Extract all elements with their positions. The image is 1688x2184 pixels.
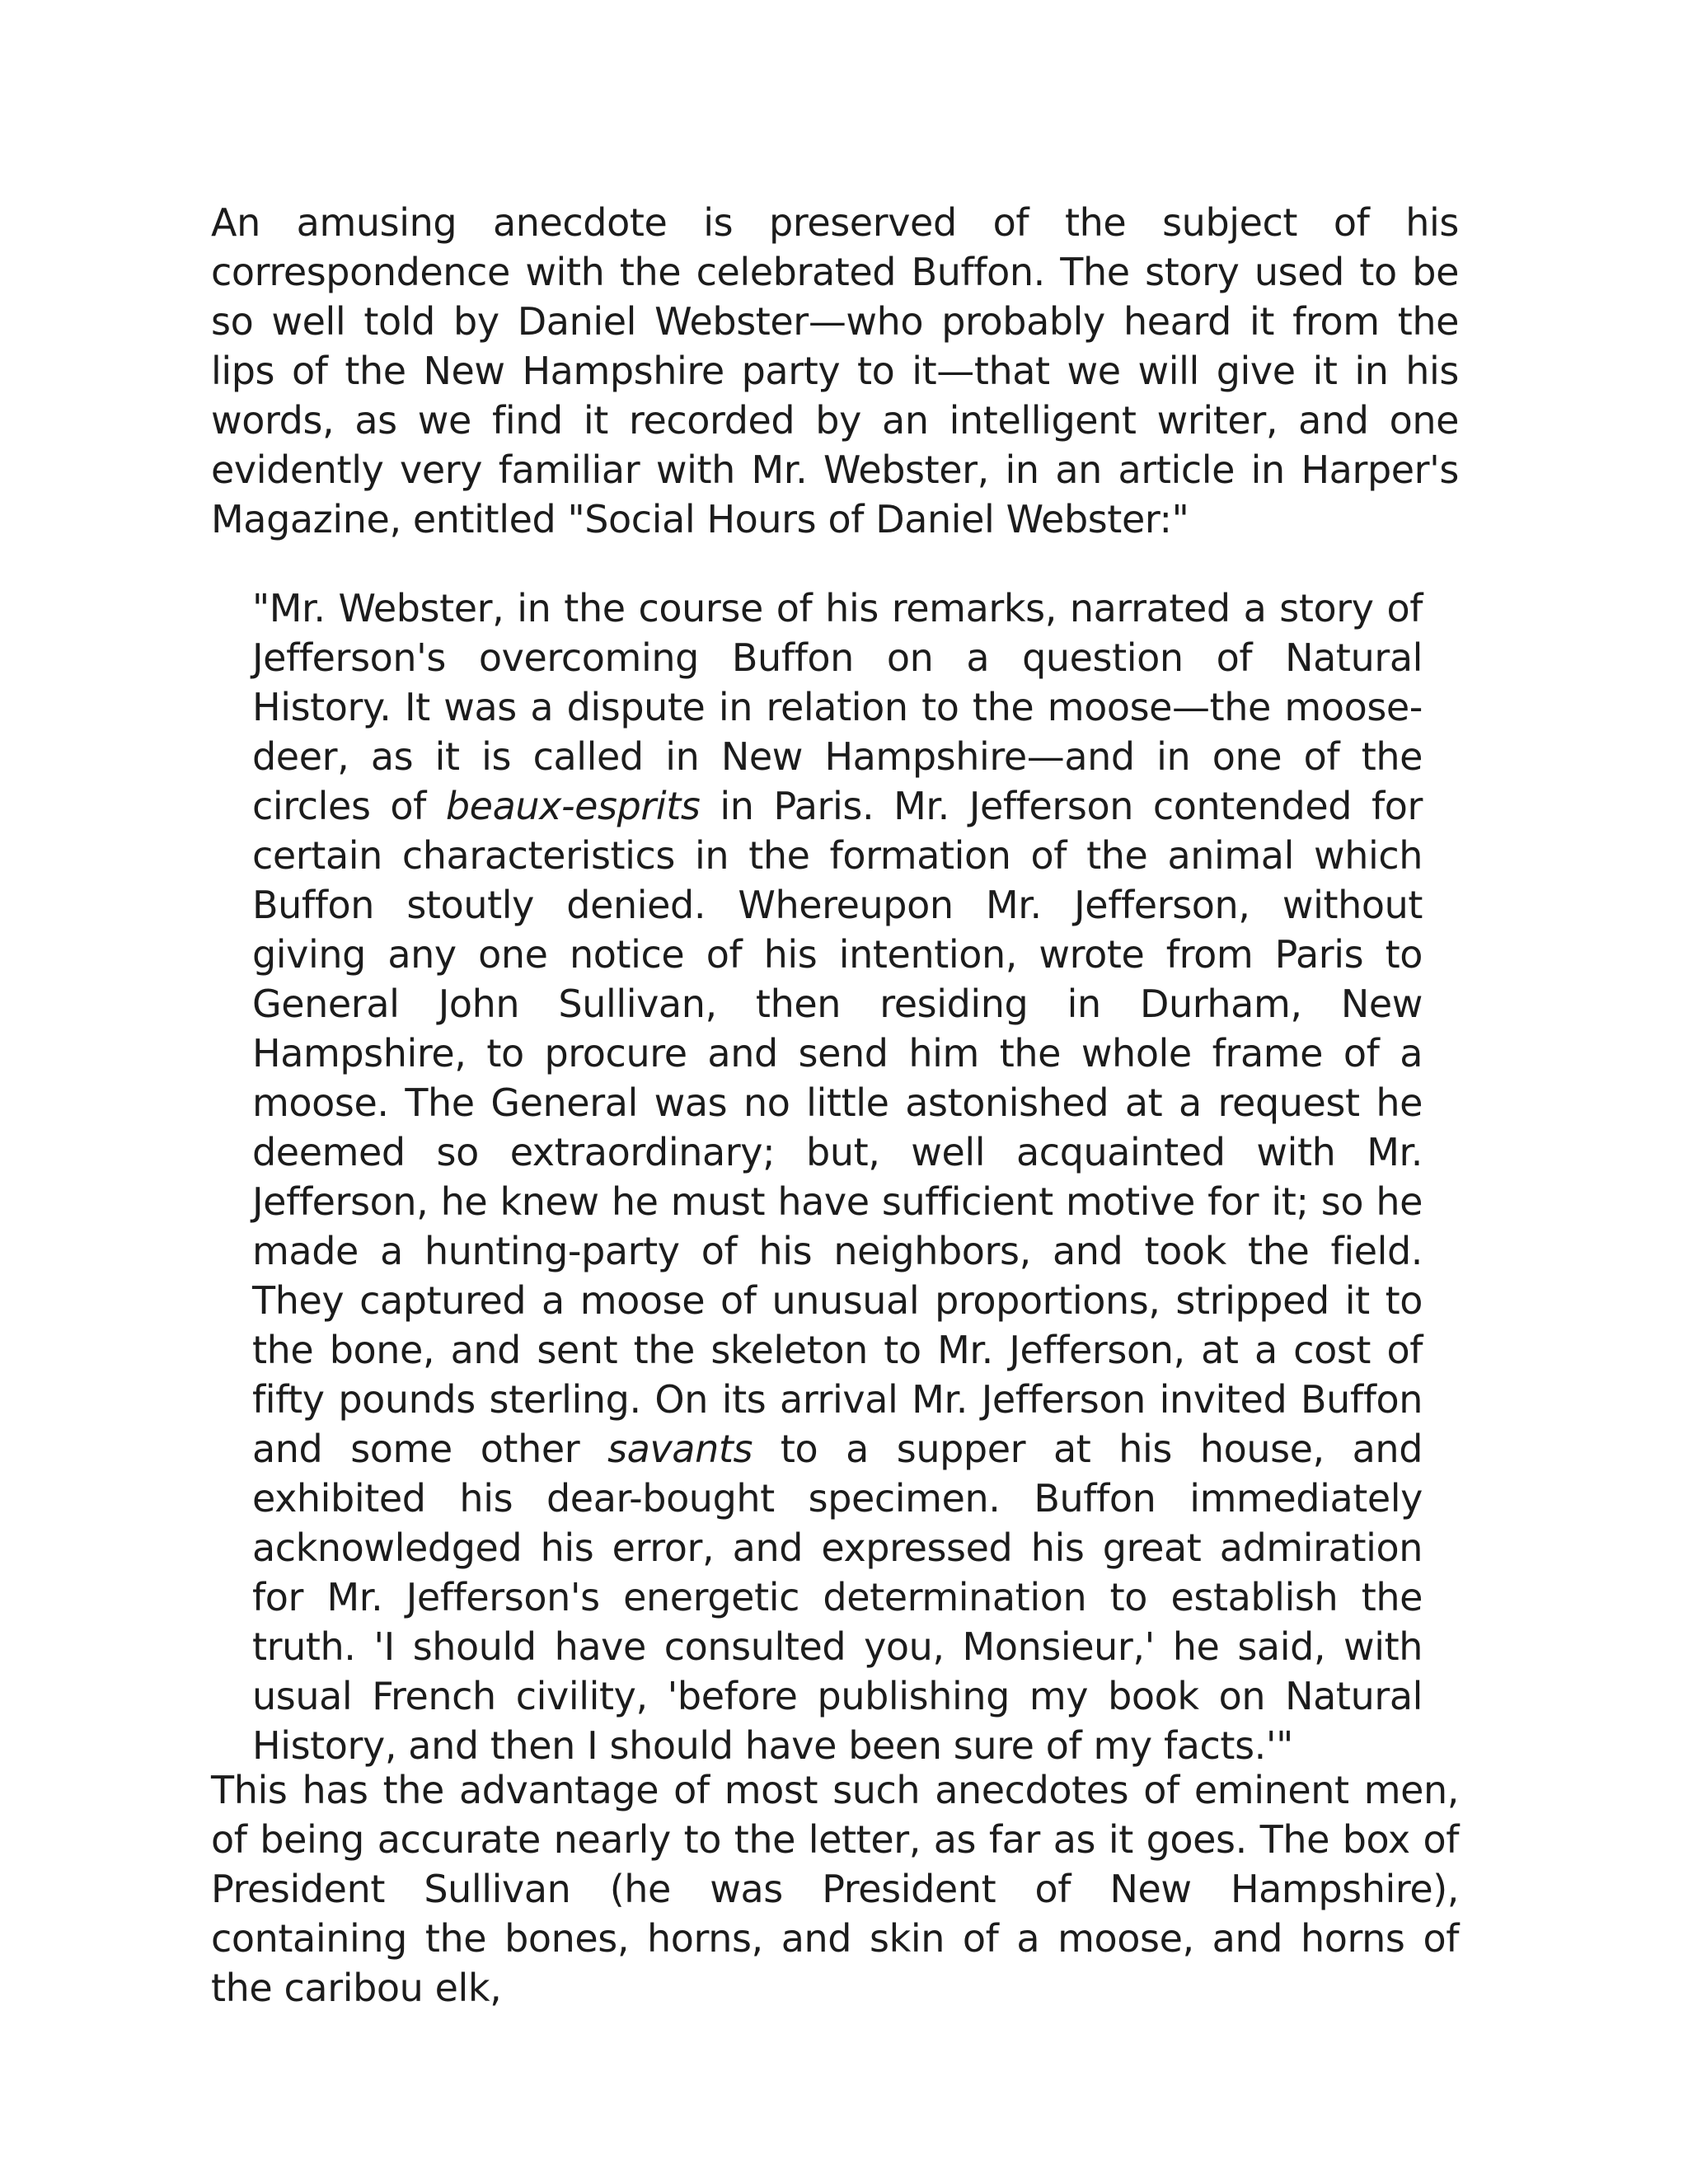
quote-text-part-2: in Paris. Mr. Jefferson contended for certain characteristics in the formation of the animal which Buffon stoutly denied. Whereupon Mr. Jefferson, without giving any one notice of his intention, wrote from Paris to General John Sullivan, then residing in Durham, New Hampshire, to procure and send him the whole frame of a moose. The General was no little astonished at a request he deemed so extraordinary; but, well acquainted with Mr. Jefferson, he knew he must have sufficient motive for it; so he made a hunting-party of his neighbors, and took the field. They captured a moose of unusual proportions, stripped it to the bone, and sent the skeleton to Mr. Jefferson, at a cost of fifty pounds sterling. On its arrival Mr. Jefferson invited Buffon and some other: [252, 784, 1423, 1471]
block-quote: [252, 583, 1423, 1770]
quote-italic-savants: savants: [607, 1427, 753, 1471]
quote-text-part-1: "Mr. Webster, in the course of his remarks, narrated a story of Jefferson's overcoming Buffon on a question of Natural History. It was a dispute in relation to the moose—the moose-deer, as it is called in New Hampshire—and in one of the circles of: [252, 586, 1423, 828]
closing-paragraph: This has the advantage of most such anecdotes of eminent men, of being accurate nearly to the letter, as far as it goes. The box of President Sullivan (he was President of New Hampshire), containing the bones, horns, and skin of a moose, and horns of the caribou elk,: [211, 1768, 1459, 2010]
intro-paragraph: An amusing anecdote is preserved of the subject of his correspondence with the celebrated Buffon. The story used to be so well told by Daniel Webster—who probably heard it from the lips of the New Hampshire party to it—that we will give it in his words, as we find it recorded by an intelligent writer, and one evidently very familiar with Mr. Webster, in an article in Harper's Magazine, entitled "Social Hours of Daniel Webster:": [211, 200, 1459, 541]
quote-text-part-3: to a supper at his house, and exhibited his dear-bought specimen. Buffon immediately acknowledged his error, and expressed his great admiration for Mr. Jefferson's energetic determination to establish the truth. 'I should have consulted you, Monsieur,' he said, with usual French civility, 'before publishing my book on Natural History, and then I should have been sure of my facts.'": [252, 1427, 1423, 1768]
quote-italic-beaux-esprits: beaux-esprits: [445, 784, 701, 828]
